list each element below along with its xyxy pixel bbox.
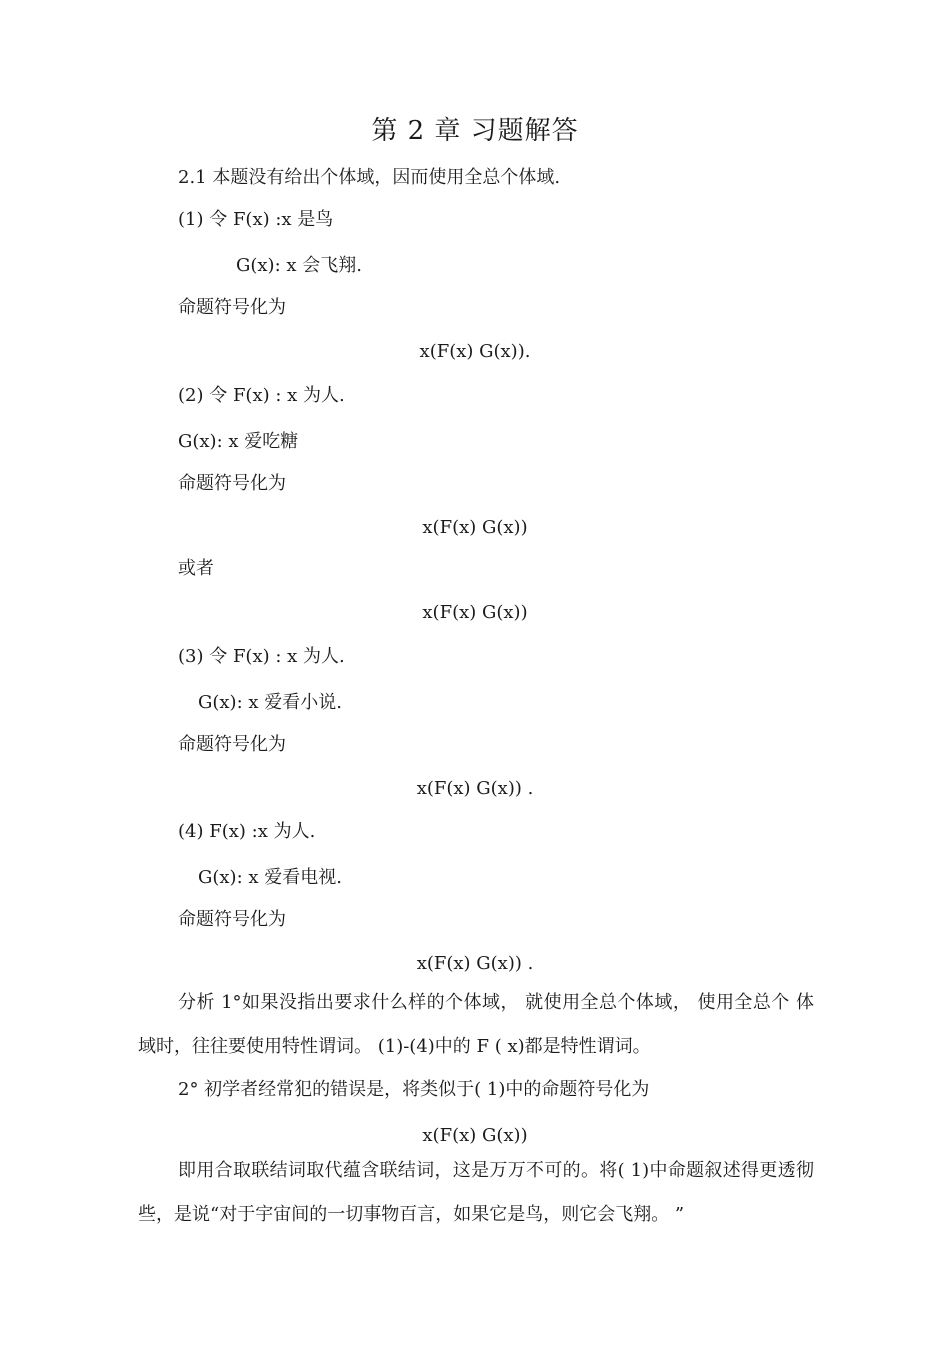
item-2-formula-a: x(F(x) G(x)) xyxy=(422,517,528,538)
intro-line: 2.1 本题没有给出个体域，因而使用全总个体域. xyxy=(178,167,561,188)
item-3-define-g: G(x): x 爱看小说. xyxy=(198,692,342,713)
chapter-title: 第 2 章 习题解答 xyxy=(371,116,579,146)
item-3-formula: x(F(x) G(x)) . xyxy=(416,778,534,799)
item-1-formula: x(F(x) G(x)). xyxy=(419,341,531,362)
item-4-define-f: (4) F(x) :x 为人. xyxy=(178,821,316,842)
conclusion-paragraph: 即用合取联结词取代蕴含联结词，这是万万不可的。将( 1)中命题叙述得更透彻些，是说“对于宇宙间的一切事物百言，如果它是鸟，则它会飞翔。 ” xyxy=(138,1160,814,1225)
item-2-define-g: G(x): x 爱吃糖 xyxy=(178,431,299,452)
item-1-define-g: G(x): x 会飞翔. xyxy=(236,255,362,276)
item-2-formula-b: x(F(x) G(x)) xyxy=(422,602,528,623)
item-2-or-label: 或者 xyxy=(178,558,214,579)
item-3-symbolize-label: 命题符号化为 xyxy=(178,734,286,755)
item-1-define-f: (1) 令 F(x) :x 是鸟 xyxy=(178,209,334,230)
item-4-define-g: G(x): x 爱看电视. xyxy=(198,867,342,888)
item-3-define-f: (3) 令 F(x) : x 为人. xyxy=(178,646,345,667)
item-2-symbolize-label: 命题符号化为 xyxy=(178,473,286,494)
item-4-formula: x(F(x) G(x)) . xyxy=(416,953,534,974)
item-2-define-f: (2) 令 F(x) : x 为人. xyxy=(178,385,345,406)
item-1-symbolize-label: 命题符号化为 xyxy=(178,297,286,318)
item-4-symbolize-label: 命题符号化为 xyxy=(178,909,286,930)
wrong-formula: x(F(x) G(x)) xyxy=(422,1125,528,1146)
analysis-paragraph-2: 2° 初学者经常犯的错误是，将类似于( 1)中的命题符号化为 xyxy=(178,1079,650,1100)
analysis-paragraph-1: 分析 1°如果没指出要求什么样的个体域， 就使用全总个体域， 使用全总个 体域时，往往要使用特性谓词。 (1)-(4)中的 F ( x)都是特性谓词。 xyxy=(138,992,814,1057)
